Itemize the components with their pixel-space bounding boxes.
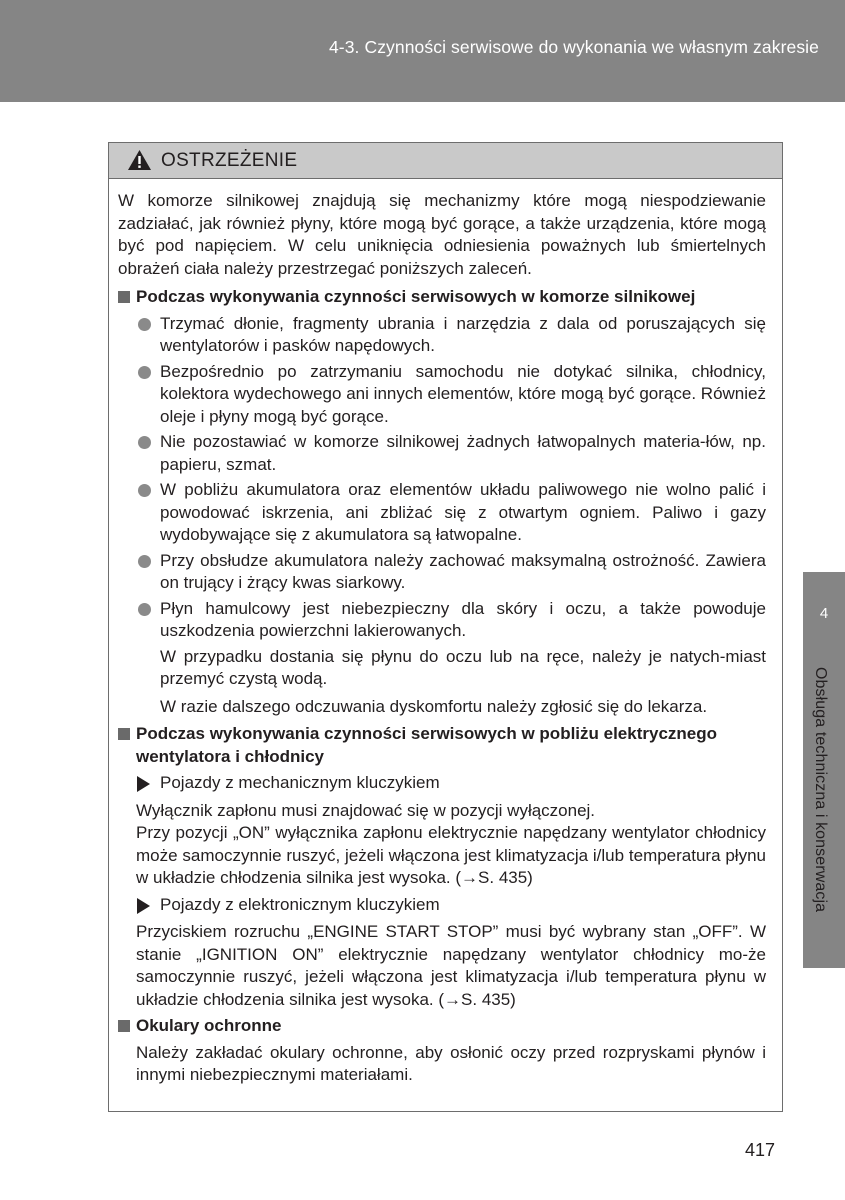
warning-box: [108, 142, 783, 1112]
list-item-note: W przypadku dostania się płynu do oczu lub na ręce, należy je natych-miast przemyć czystą wodą.: [160, 646, 766, 688]
subheading-electronic-key: Pojazdy z elektronicznym kluczykiem: [118, 894, 766, 917]
list-item: Nie pozostawiać w komorze silnikowej żadnych łatwopalnych materia-łów, np. papieru, szmat.: [118, 431, 766, 476]
list-item: Przy obsłudze akumulatora należy zachować maksymalną ostrożność. Zawiera on trujący i żrący kwas siarkowy.: [118, 550, 766, 595]
chapter-side-tab: [803, 572, 845, 968]
circle-bullet-icon: [138, 555, 151, 568]
mechanical-key-text: Przy pozycji „ON” wyłącznika zapłonu elektrycznie napędzany wentylator chłodnicy może samoczynnie ruszyć, jeżeli włączona jest klimatyzacja i/lub temperatura płynu w układzie chłodzenia silnika jest wysoka. (→S. 435): [136, 823, 766, 887]
triangle-right-icon: [137, 776, 150, 792]
circle-bullet-icon: [138, 366, 151, 379]
section-title: Podczas wykonywania czynności serwisowych w pobliżu elektrycznego wentylatora i chłodnicy: [136, 724, 718, 766]
section-safety-glasses: [118, 1015, 766, 1038]
electronic-key-text: Przyciskiem rozruchu „ENGINE START STOP” musi być wybrany stan „OFF”. W stanie „IGNITION ON” elektrycznie napędzany wentylator chłodnicy mo-że samoczynnie ruszyć, jeżeli włączona jest klimatyzacja i/lub temperatura płynu w układzie chłodzenia silnika jest wysoka. (→S. 435): [136, 922, 766, 1009]
mechanical-key-text: Wyłącznik zapłonu musi znajdować się w pozycji wyłączonej.: [136, 800, 596, 820]
warning-intro: W komorze silnikowej znajdują się mechanizmy które mogą niespodziewanie zadziałać, jak również płyny, które mogą być gorące, a także urządzenia, które mogą być pod napięciem. W celu uniknięcia odniesienia poważnych lub śmiertelnych obrażeń ciała należy przestrzegać poniższych zaleceń.: [118, 191, 766, 278]
chapter-number: 4: [819, 605, 829, 622]
circle-bullet-icon: [138, 603, 151, 616]
chapter-side-label: Obsługa techniczna i konserwacja: [812, 667, 829, 913]
section-fan-radiator: [118, 723, 766, 768]
list-item: Bezpośrednio po zatrzymaniu samochodu nie dotykać silnika, chłodnicy, kolektora wydechowego ani innych elementów, które mogą być gorące. Również oleje i płyny mogą być gorące.: [118, 361, 766, 429]
square-bullet-icon: [118, 291, 130, 303]
list-item-note: W razie dalszego odczuwania dyskomfortu należy zgłosić się do lekarza.: [160, 696, 708, 716]
circle-bullet-icon: [138, 318, 151, 331]
triangle-right-icon: [137, 898, 150, 914]
list-item: W pobliżu akumulatora oraz elementów układu paliwowego nie wolno palić i powodować iskrzenia, ani zbliżać się z otwartym ogniem. Paliwo i gazy wydobywające się z akumulatora są łatwopalne.: [118, 479, 766, 547]
list-item: Trzymać dłonie, fragmenty ubrania i narzędzia z dala od poruszających się wentylatorów i pasków napędowych.: [118, 313, 766, 358]
list-item: Płyn hamulcowy jest niebezpieczny dla skóry i oczu, a także powoduje uszkodzenia powierzchni lakierowanych.: [118, 598, 766, 643]
chapter-title: 4-3. Czynności serwisowe do wykonania we własnym zakresie: [328, 37, 819, 57]
square-bullet-icon: [118, 1020, 130, 1032]
circle-bullet-icon: [138, 484, 151, 497]
header-bar: [0, 0, 845, 102]
warning-header: [109, 143, 782, 179]
safety-glasses-text: Należy zakładać okulary ochronne, aby osłonić oczy przed rozpryskami płynów i innymi niebezpiecznymi materiałami.: [136, 1042, 766, 1084]
square-bullet-icon: [118, 728, 130, 740]
section-engine-compartment: [118, 286, 766, 309]
warning-triangle-icon: [127, 149, 152, 171]
circle-bullet-icon: [138, 436, 151, 449]
warning-title: OSTRZEŻENIE: [161, 150, 298, 171]
warning-body: [109, 179, 782, 1087]
section-title: Podczas wykonywania czynności serwisowych w komorze silnikowej: [136, 287, 696, 306]
page-number: 417: [745, 1140, 776, 1160]
subheading-mechanical-key: Pojazdy z mechanicznym kluczykiem: [118, 772, 766, 795]
section-title: Okulary ochronne: [136, 1016, 282, 1035]
